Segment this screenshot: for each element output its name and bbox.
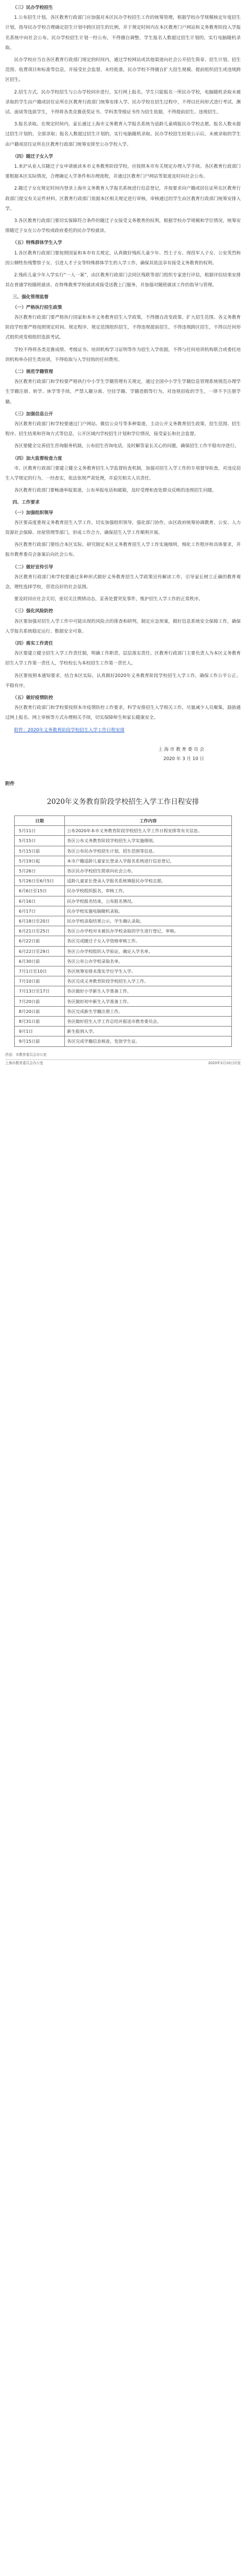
body-paragraph: 要及时回应社会关切，密切关注舆情动态，妥善处置突发事件，维护招生入学工作的正常秩序。 <box>14 597 203 602</box>
schedule-content: 公布2020年本市义务教育阶段学校招生入学工作日程安排等有关信息。 <box>65 826 232 836</box>
schedule-content: 各区做好招生入学工作总结并报送市教育委员会。 <box>65 1017 232 1027</box>
section-heading: （四）加大监督检查力度 <box>13 456 62 461</box>
section-heading: （一）加强组织领导 <box>13 510 53 516</box>
body-paragraph: 1.来沪从业人员随迁子女申请就读本市义务教育阶段学校，应按照本市有关规定办理入学手续。各区教育行政部门要根据本区实际情况，合理确定入学条件和办理流程，并通过区教育门户网站等渠道及时向社会公布。 <box>5 164 241 180</box>
schedule-content: 各区完成新生学籍注册工作。 <box>65 1006 232 1016</box>
notice-body <box>5 3 241 736</box>
schedule-date: 5月15日前 <box>15 846 65 856</box>
schedule-row <box>15 936 232 946</box>
footer-print-date: 2020年3月10日印发 <box>208 1060 241 1065</box>
schedule-row <box>15 906 232 916</box>
schedule-content: 各区完成随迁子女入学资格审核工作。 <box>65 936 232 946</box>
body-paragraph: 各区教育行政部门和学校要严格执行中小学生学籍管理有关规定，通过全国中小学生学籍信息管理系统规范办理学生学籍注册、转学、休学等手续，严禁人籍分离、空挂学籍、学籍造假等行为。对违规招收的学生，一律不予注册学籍。 <box>5 379 241 405</box>
schedule-date: 8月31日前 <box>15 1017 65 1027</box>
schedule-content: 各区公办学校对未被民办学校录取的学生进行登记、审核。 <box>65 926 232 936</box>
schedule-row <box>15 946 232 956</box>
schedule-date: 7月1日至10日 <box>15 966 65 976</box>
body-paragraph: 各区教育行政部门要畅通举报渠道，公布举报电话和邮箱，及时受理和查处群众反映的违规招生问题。 <box>14 488 217 494</box>
schedule-row <box>15 1027 232 1036</box>
signature-block <box>5 745 241 764</box>
body-paragraph: 各区教育行政部门和学校要按照本市疫情防控工作要求，科学安排招生入学相关工作，尽量减少人员聚集，鼓励通过网上报名、网上审核等方式办理相关手续，切实保障师生和家长健康安全。 <box>5 705 241 721</box>
schedule-row <box>15 886 232 896</box>
schedule-date: 6月6日至15日 <box>15 886 65 896</box>
notice-document <box>5 0 241 1066</box>
footer-office: 上海市教育委员会办公室 <box>5 1060 43 1065</box>
schedule-content: 民办学校报名结束，公布报名情况。 <box>65 896 232 906</box>
schedule-content: 各区完成学籍信息核查，发放学生证。 <box>65 1036 232 1046</box>
schedule-date: 6月21日至25日 <box>15 926 65 936</box>
schedule-row <box>15 856 232 866</box>
schedule-date: 9月1日 <box>15 1027 65 1036</box>
body-paragraph: 各区要加强对招生入学工作中可能出现的风险点的排查和研判，制定应急预案，做好信息系统安全保障工作，确保入学报名系统稳定运行、数据安全可靠。 <box>5 619 241 634</box>
attachment-label: 附件 <box>5 781 15 787</box>
schedule-date: 5月11日 <box>15 826 65 836</box>
schedule-row <box>15 876 232 886</box>
schedule-content: 各区做好小学新生入学准备工作。 <box>65 986 232 996</box>
section-heading: （二）做好宣传引导 <box>13 564 53 570</box>
schedule-date: 6月16日 <box>15 896 65 906</box>
schedule-date: 6月30日前 <box>15 956 65 966</box>
body-paragraph: 2.随迁子女在规定时间内登录上海市义务教育入学报名系统进行信息登记，并按要求向户籍或居住证所在区教育行政部门提交有关证件材料。区教育行政部门依据本区相关规定进行审核，审核通过的学生由区教育行政部门统筹安排入学。 <box>5 186 241 212</box>
schedule-row <box>15 1036 232 1046</box>
issuer-name: 上 海 市 教 育 委 员 会 <box>158 747 204 752</box>
schedule-content: 各区统筹安排未落实学位学生入学。 <box>65 966 232 976</box>
section-heading: （四）落实工作责任 <box>13 640 53 646</box>
schedule-title: 2020年义务教育阶段学校招生入学工作日程安排 <box>47 798 199 807</box>
attachment-paragraph <box>5 726 241 736</box>
schedule-content: 民办学校实施电脑随机录取。 <box>65 906 232 916</box>
section-heading: （三）民办学校招生 <box>13 5 53 10</box>
body-paragraph: 各区教育行政部门要严格执行国家和本市义务教育招生入学政策，不得擅自改变政策、扩大招生范围。各义务教育阶段学校要严格按照规定时间、规定程序、规定范围组织招生，不得违规提前招生，不得违规跨区招生，不得以任何形式组织或变相组织选拔考试。 <box>5 314 241 341</box>
schedule-date: 6月22日前 <box>15 936 65 946</box>
schedule-row <box>15 866 232 876</box>
schedule-content: 民办学校录取结果公示，学生确认录取。 <box>65 916 232 926</box>
body-paragraph: 各区要建立健全招生入学工作责任制，明确工作职责，层层落实责任。区教育行政部门主要负责人为本区义务教育招生入学工作第一责任人，学校校长为本校招生工作第一责任人。 <box>5 651 241 667</box>
body-paragraph: 民办学校应当在各区教育行政部门规定的时间内，通过学校网站或其他渠道向社会公开招生简章、招生计划、招生范围、收费项目和标准等信息，并接受社会监督。未经批准，民办学校不得擅自扩大招生规模、提前组织招生或违规跨区招生。 <box>5 57 241 83</box>
schedule-content: 各区民办学校招生简章向社会公布。 <box>65 866 232 876</box>
schedule-content: 本市户籍适龄儿童家长登录入学报名系统进行信息登记。 <box>65 856 232 866</box>
body-paragraph: 3.报名录取。在规定时间内，家长通过上海市义务教育入学报名系统为适龄儿童填报民办学校志愿。报名人数未超过招生计划的，全部录取；报名人数超过招生计划的，实行电脑随机录取。民办学校招生结果公示后，未被录取的学生由户籍或居住证所在区教育行政部门统筹安排至公办学校入学。 <box>5 122 241 147</box>
schedule-row <box>15 1006 232 1016</box>
schedule-body <box>15 826 232 1046</box>
schedule-row <box>15 956 232 966</box>
body-paragraph: 各区要按照本通知要求，结合本区实际，认真做好2020年义务教育阶段学校招生入学工作，确保工作公平公正、平稳有序。 <box>5 673 241 689</box>
section-heading: （三）强化风险防控 <box>13 609 53 614</box>
schedule-content: 各区公布公办学校录取名单。 <box>65 956 232 966</box>
schedule-date: 5月26日 <box>15 866 65 876</box>
body-paragraph: 2.招生方式。民办学校招生与公办学校同步进行，实行网上报名。学生只能报名一所民办学校，电脑随机录取未被录取的学生由户籍或居住证所在区教育行政部门统筹安排入学。民办学校在招生过程中，不得以任何形式进行考试、测试、面谈等选拔学生，不得将各类竞赛获奖证书、学科类等级证书作为招生依据，不得提前招生、违规招生。 <box>5 89 241 115</box>
schedule-date: 5月19日起 <box>15 856 65 866</box>
schedule-date: 9月15日前 <box>15 1036 65 1046</box>
body-paragraph: 各区教育行政部门要结合本区实际，研究制定本区义务教育招生入学工作实施细则，细化工作程序和具体要求，并报市教育委员会备案后向社会公布。 <box>5 542 241 558</box>
schedule-row <box>15 836 232 846</box>
footer-bar <box>5 1059 241 1066</box>
schedule-content: 各区做好初中新生入学准备工作。 <box>65 996 232 1006</box>
schedule-content: 各区公布义务教育阶段学校招生入学实施细则。 <box>65 836 232 846</box>
section-heading: （五）做好疫情防控 <box>13 695 53 701</box>
schedule-row <box>15 996 232 1006</box>
schedule-row <box>15 916 232 926</box>
section-heading: 四、工作要求 <box>13 500 40 506</box>
schedule-row <box>15 966 232 976</box>
schedule-date: 8月20日前 <box>15 1006 65 1016</box>
schedule-date: 7月10日前 <box>15 976 65 986</box>
schedule-content: 各区完成义务教育阶段学校招生入学工作。 <box>65 976 232 986</box>
body-paragraph: 3.各区教育行政部门要切实保障符合条件的随迁子女接受义务教育的权利，根据学校办学规模和学位情况，统筹安排随迁子女在公办学校或政府委托的民办学校就读。 <box>5 218 241 234</box>
schedule-date: 6月17日 <box>15 906 65 916</box>
schedule-header-content: 工作内容 <box>65 816 232 826</box>
body-paragraph: 各区要高度重视义务教育招生入学工作，切实加强组织领导，强化部门协作，由区政府统筹协调教育、公安、人力资源社会保障、房屋管理等部门，形成工作合力，确保招生入学工作顺利开展。 <box>5 520 241 535</box>
schedule-content: 各区公布民办学校招生计划、招生范围等信息。 <box>65 846 232 856</box>
body-paragraph: 各区教育行政部门和学校要通过多种形式做好义务教育招生入学政策宣传解读工作，引导家长树立正确的教育观念，理性选择学校，营造良好的社会氛围。 <box>5 574 241 590</box>
attachment-link[interactable]: 附件：2020年义务教育阶段学校招生入学工作日程安排 <box>14 727 125 733</box>
issue-date: 2020 年 3 月 10 日 <box>163 756 204 762</box>
section-heading: （五）特殊群体学生入学 <box>13 240 62 246</box>
schedule-header-row <box>15 816 232 826</box>
schedule-content: 适龄儿童家长登录入学报名系统填报民办学校志愿。 <box>65 876 232 886</box>
schedule-row <box>15 1017 232 1027</box>
body-paragraph: 1.公布招生计划。各区教育行政部门应加强对本区民办学校招生工作的统筹管理，根据学校办学规模核定年度招生计划，指导民办学校合理确定招生计划中跨区招生的比例，并于规定时间内在本区教育门户网站和义务教育阶段入学报名系统中向社会公布。民办学校招生计划一经公布，不得擅自调整。学生报名人数超过招生计划的，实行电脑随机录取。 <box>5 15 241 51</box>
schedule-date: 6月22日至29日 <box>15 946 65 956</box>
body-paragraph: 2.残疾儿童少年入学实行“一人一案”，由区教育行政部门会同区残联等部门组织专家进行评估，根据评估结果安排其在普通学校随班就读、在特殊教育学校就读或接受送教上门服务，并加强对随班就读工作的指导与管理。 <box>5 273 241 288</box>
section-heading: （三）加强信息公开 <box>13 411 53 417</box>
schedule-header-date: 日期 <box>15 816 65 826</box>
schedule-content: 民办学校组织报名、审核工作。 <box>65 886 232 896</box>
schedule-row <box>15 976 232 986</box>
section-heading: （一）严格执行招生政策 <box>13 305 62 310</box>
schedule-content: 各区公办学校组织入学验证，确定入学名单。 <box>65 946 232 956</box>
body-paragraph: 市、区教育行政部门要建立健全义务教育招生入学监督检查机制，加强对招生入学工作的专项督导检查，对违反招生入学规定的行为，一经查实，依法依规严肃处理，并追究相关人员责任。 <box>5 465 241 481</box>
schedule-content: 新生报到入学。 <box>65 1027 232 1036</box>
schedule-row <box>15 926 232 936</box>
schedule-row <box>15 986 232 996</box>
cc-note: 抄送：市教育委员会办公室 <box>5 1052 47 1057</box>
schedule-table <box>14 815 232 1047</box>
schedule-row <box>15 896 232 906</box>
body-paragraph: 各区要健全完善招生咨询服务机制，公布招生咨询电话，及时解答家长关心的问题，确保招生工作平稳有序进行。 <box>14 444 239 449</box>
schedule-date: 5月15日 <box>15 836 65 846</box>
schedule-row <box>15 846 232 856</box>
section-heading: 三、强化管理监督 <box>13 295 49 300</box>
schedule-date: 7月13日至17日 <box>15 986 65 996</box>
section-heading: （四）随迁子女入学 <box>13 154 53 159</box>
section-heading: （二）规范学籍管理 <box>13 369 53 375</box>
schedule-date: 5月26日至6月5日 <box>15 876 65 886</box>
schedule-date: 7月20日前 <box>15 996 65 1006</box>
schedule-date: 6月18日至20日 <box>15 916 65 926</box>
body-paragraph: 各区教育行政部门和学校要通过门户网站、微信公众号等多种渠道，主动公开义务教育招生政策、招生范围、招生程序、招生结果和咨询方式等信息，公开区域内学校招生计划和学位情况，接受家长和社会监督。 <box>5 421 241 437</box>
schedule-row <box>15 826 232 836</box>
body-paragraph: 学校不得将各类竞赛成绩、考级证书、培训机构学习证明等作为招生入学依据，不得与任何培训机构联合或委托培训机构举办招生类培训，不得收取与入学挂钩的任何费用。 <box>5 347 241 363</box>
body-paragraph: 1.各区教育行政部门要按照国家和本市有关规定，认真做好残疾儿童少年、烈士子女、现役军人子女、公安英烈和因公牺牲伤残警察子女、引进人才子女等特殊群体学生的入学工作，确保其依法享有接受义务教育的权利。 <box>5 250 241 266</box>
